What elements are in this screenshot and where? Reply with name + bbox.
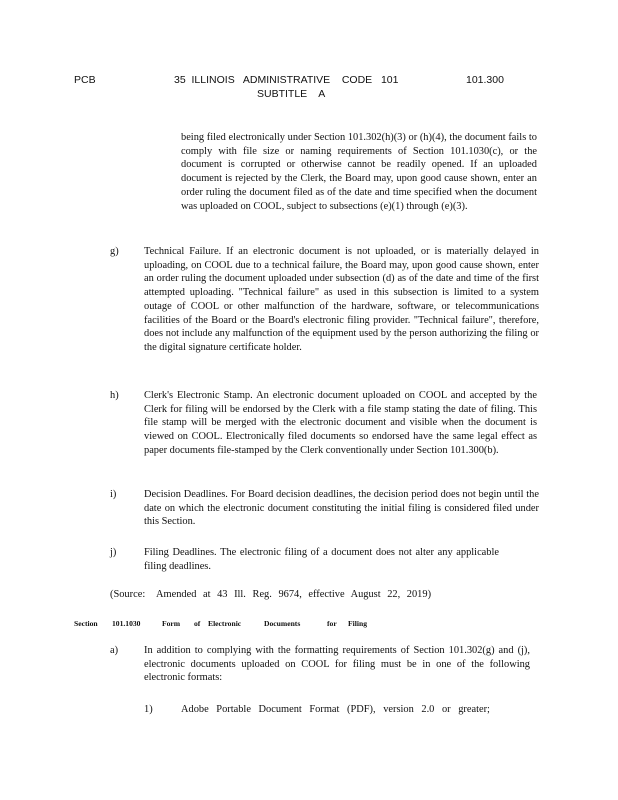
- subsection-i-text: Decision Deadlines. For Board decision deadlines, the decision period does not begin until the date on which the electronic document constituting the initial filing is considered filed under this Section.: [144, 489, 539, 528]
- header-center-line1: 35 ILLINOIS ADMINISTRATIVE CODE 101: [174, 74, 399, 86]
- section-title-word-3: Electronic: [208, 619, 242, 628]
- subsection-h-label: h): [110, 390, 119, 401]
- section-number: 101.1030: [112, 619, 141, 628]
- subsection-g-label: g): [110, 246, 119, 257]
- section-title-word-2: of: [194, 619, 201, 628]
- subsection-j-text: Filing Deadlines. The electronic filing of a document does not alter any applicable filing deadlines.: [144, 547, 499, 572]
- section-title-word-5: for: [327, 619, 337, 628]
- subsection-g-text: Technical Failure. If an electronic document is not uploaded, or is materially delayed in uploading, on COOL due to a technical failure, the Board may, upon good cause shown, enter an order ruling the document uploaded under subsection (d) as of the date and time of the first attempted uploading. "Technical failure" as used in this subsection is limited to a system outage of COOL or other malfunction of the hardware, software, or telecommunications facilities of the Board or the Board's electronic filing provider. "Technical failure", therefore, does not include any malfunction of the equipment used by the person authorizing the filing or the digital signature certificate holder.: [144, 246, 539, 353]
- section-title-word-1: Form: [162, 619, 181, 628]
- section-heading: [74, 619, 378, 629]
- header-left: PCB: [74, 74, 96, 86]
- subsection-j-label: j): [110, 547, 117, 558]
- section-title-word-6: Filing: [348, 619, 367, 628]
- section-a-label: a): [110, 645, 119, 656]
- continuation-paragraph: being filed electronically under Section 101.302(h)(3) or (h)(4), the document fails to comply with file size or naming requirements of Section 101.1030(c), or the document is corrupted or otherwise cannot be readily opened. If an uploaded document is rejected by the Clerk, the Board may, upon good cause shown, enter an order ruling the document filed as of the date and time specified when the document was uploaded on COOL, subject to subsections (e)(1) through (e)(3).: [181, 132, 537, 212]
- header-right: 101.300: [466, 74, 504, 86]
- source-label: (Source:: [110, 589, 146, 600]
- source-text: Amended at 43 Ill. Reg. 9674, effective August 22, 2019): [156, 589, 432, 600]
- section-a1-label: 1): [144, 704, 153, 715]
- section-a1-text: Adobe Portable Document Format (PDF), version 2.0 or greater;: [181, 704, 490, 715]
- subsection-i-label: i): [110, 489, 117, 500]
- section-title-word-4: Documents: [264, 619, 301, 628]
- section-word: Section: [74, 619, 98, 628]
- section-a-text: In addition to complying with the formatting requirements of Section 101.302(g) and (j), electronic documents uploaded on COOL for filing must be in one of the following electronic formats:: [144, 645, 530, 684]
- header-center-line2: SUBTITLE A: [257, 88, 326, 100]
- subsection-h-text: Clerk's Electronic Stamp. An electronic document uploaded on COOL and accepted by the Clerk for filing will be endorsed by the Clerk with a file stamp stating the date of filing. This file stamp will be merged with the electronic document and visible when the document is viewed on COOL. Electronically filed documents so endorsed have the same legal effect as paper documents file-stamped by the Clerk conventionally under Section 101.300(b).: [144, 390, 537, 456]
